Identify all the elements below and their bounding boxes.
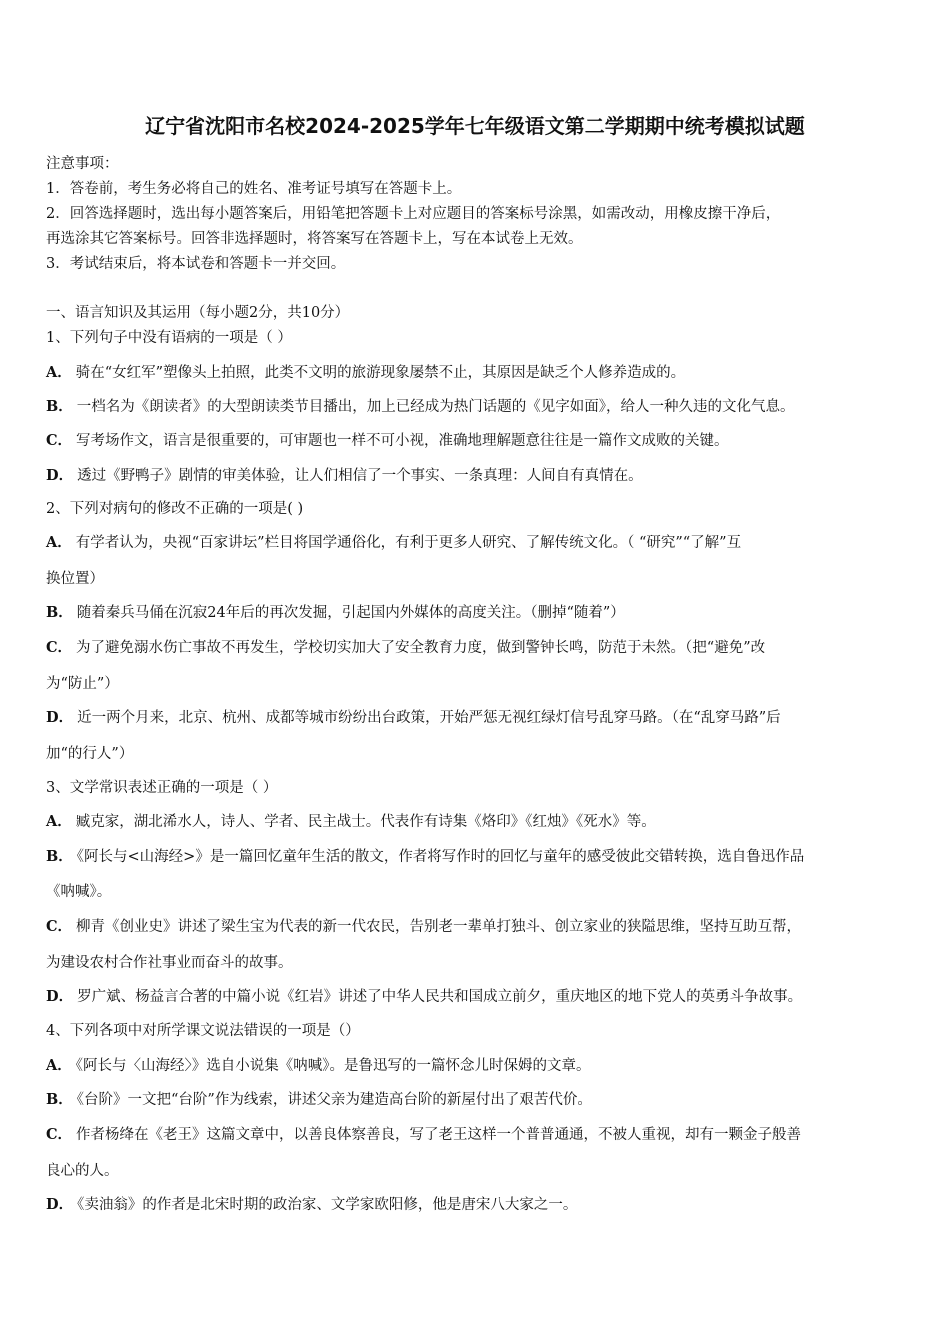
q2-option-d-cont: 加“的行人”）: [46, 746, 134, 762]
q2-option-c-cont: 为“防止”）: [46, 676, 119, 692]
q2-option-a-cont: 换位置）: [46, 571, 104, 587]
option-text: 柳青《创业史》讲述了梁生宝为代表的新一代农民，告别老一辈单打独斗、创立家业的狭隘思维，坚持互助互帮，: [76, 919, 802, 935]
option-label: C．: [46, 1126, 73, 1143]
q3-option-d: [46, 985, 906, 1006]
q2-option-c: [46, 636, 906, 657]
q3-option-b-cont: 《呐喊》。: [46, 884, 112, 900]
option-label: C．: [46, 432, 73, 449]
q4-stem: 4、下列各项中对所学课文说法错误的一项是（）: [46, 1023, 360, 1039]
q4-option-a: [46, 1054, 906, 1075]
option-text: 近一两个月来，北京、杭州、成都等城市纷纷出台政策，开始严惩无视红绿灯信号乱穿马路。（在“乱穿马路”后: [77, 710, 781, 726]
option-text: 为了避免溺水伤亡事故不再发生，学校切实加大了安全教育力度，做到警钟长鸣，防范于未然。（把“避免”改: [76, 640, 766, 656]
option-label: C．: [46, 918, 73, 935]
option-text: 臧克家，湖北浠水人，诗人、学者、民主战士。代表作有诗集《烙印》《红烛》《死水》等。: [75, 814, 656, 830]
page-title: 辽宁省沈阳市名校2024-2025学年七年级语文第二学期期中统考模拟试题: [145, 114, 805, 138]
option-label: D．: [46, 1196, 74, 1213]
option-text: 一档名为《朗读者》的大型朗读类节目播出，加上已经成为热门话题的《见字如面》，给人一种久违的文化气息。: [76, 399, 795, 415]
option-label: B．: [46, 604, 73, 621]
option-label: B．: [46, 1091, 73, 1108]
q3-option-b: [46, 845, 906, 866]
option-label: D．: [46, 988, 74, 1005]
notice-item-3: 3．考试结束后，将本试卷和答题卡一并交回。: [46, 256, 346, 272]
option-text: 《阿长与〈山海经〉》选自小说集《呐喊》。是鲁迅写的一篇怀念儿时保姆的文章。: [75, 1058, 591, 1074]
option-text: 《卖油翁》的作者是北宋时期的政治家、文学家欧阳修，他是唐宋八大家之一。: [77, 1197, 578, 1213]
q1-option-d: [46, 464, 906, 485]
option-label: A．: [46, 534, 72, 551]
q4-option-b: [46, 1088, 906, 1109]
notice-item-2-cont: 再选涂其它答案标号。回答非选择题时，将答案写在答题卡上，写在本试卷上无效。: [46, 231, 583, 247]
q3-stem: 3、文学常识表述正确的一项是（ ）: [46, 780, 278, 796]
q3-option-c: [46, 915, 906, 936]
q3-option-a: [46, 810, 906, 831]
q1-option-b: [46, 395, 906, 416]
option-text: 随着秦兵马俑在沉寂24年后的再次发掘，引起国内外媒体的高度关注。（删掉“随着”）: [76, 605, 625, 621]
option-label: B．: [46, 398, 73, 415]
option-label: C．: [46, 639, 73, 656]
q4-option-d: [46, 1193, 906, 1214]
option-text: 《台阶》一文把“台阶”作为线索，讲述父亲为建造高台阶的新屋付出了艰苦代价。: [76, 1092, 592, 1108]
notice-item-2: 2．回答选择题时，选出每小题答案后，用铅笔把答题卡上对应题目的答案标号涂黑，如需改动，用橡皮擦干净后，: [46, 206, 781, 222]
option-label: A．: [46, 364, 72, 381]
q2-option-b: [46, 601, 906, 622]
option-text: 写考场作文，语言是很重要的，可审题也一样不可小视，准确地理解题意往往是一篇作文成败的关键。: [76, 433, 729, 449]
option-text: 作者杨绛在《老王》这篇文章中，以善良体察善良，写了老王这样一个普普通通，不被人重视，却有一颗金子般善: [76, 1127, 802, 1143]
notice-heading: 注意事项：: [46, 156, 119, 172]
q2-stem: 2、下列对病句的修改不正确的一项是( ): [46, 501, 304, 517]
option-text: 透过《野鸭子》剧情的审美体验，让人们相信了一个事实、一条真理：人间自有真情在。: [77, 468, 643, 484]
section-heading: 一、语言知识及其运用（每小题2分，共10分）: [46, 305, 350, 321]
q1-option-c: [46, 429, 906, 450]
q1-option-a: [46, 361, 906, 382]
notice-item-1: 1．答卷前，考生务必将自己的姓名、准考证号填写在答题卡上。: [46, 181, 462, 197]
option-text: 有学者认为，央视“百家讲坛”栏目将国学通俗化，有利于更多人研究、了解传统文化。（ “研究”“了解”互: [75, 535, 742, 551]
q3-option-c-cont: 为建设农村合作社事业而奋斗的故事。: [46, 955, 293, 971]
option-text: 罗广斌、杨益言合著的中篇小说《红岩》讲述了中华人民共和国成立前夕，重庆地区的地下党人的英勇斗争故事。: [77, 989, 803, 1005]
q1-stem: 1、下列句子中没有语病的一项是（ ）: [46, 330, 292, 346]
option-label: B．: [46, 848, 73, 865]
option-label: D．: [46, 467, 74, 484]
option-label: A．: [46, 813, 72, 830]
q2-option-a: [46, 531, 906, 552]
q2-option-d: [46, 706, 906, 727]
option-label: A．: [46, 1057, 72, 1074]
q4-option-c-cont: 良心的人。: [46, 1163, 119, 1179]
q4-option-c: [46, 1123, 906, 1144]
option-label: D．: [46, 709, 74, 726]
option-text: 骑在“女红军”塑像头上拍照，此类不文明的旅游现象屡禁不止，其原因是缺乏个人修养造成的。: [75, 365, 686, 381]
option-text: 《阿长与<山海经>》是一篇回忆童年生活的散文，作者将写作时的回忆与童年的感受彼此交错转换，选自鲁迅作品: [76, 849, 805, 865]
